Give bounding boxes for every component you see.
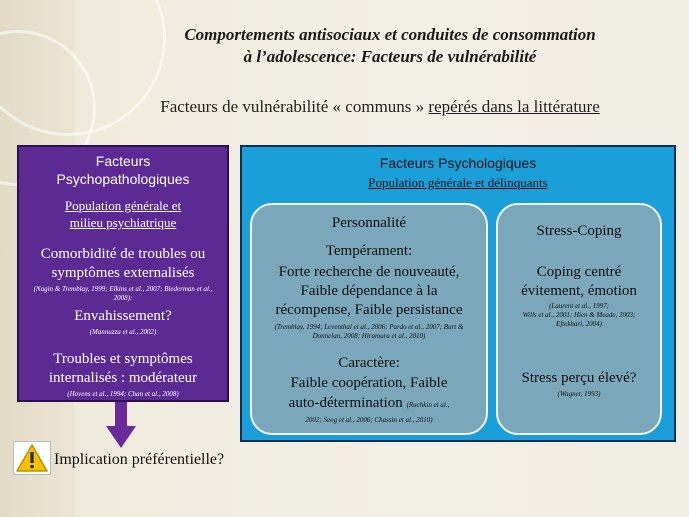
citation-line: Wills et al., 2001; Hien & Meade, 2003; — [522, 311, 636, 319]
slide-subtitle — [110, 97, 650, 117]
citation: (Wagner, 1993) — [557, 390, 601, 398]
citation: (Hovens et al., 1994; Chan et al., 2008) — [67, 390, 179, 398]
citation-line: Donnelan, 2008; Hiramura et al., 2010) — [312, 332, 426, 340]
item-line: Troubles et symptômes — [53, 351, 193, 367]
citation: (Ruchkin et al., — [406, 401, 450, 409]
text-line: récompense, Faible persistance — [275, 302, 463, 318]
implication-text: Implication préférentielle? — [54, 451, 225, 468]
panel-heading: Stress-Coping — [536, 223, 622, 239]
citation — [498, 302, 660, 329]
citation-line: 2008): — [113, 294, 133, 302]
box-title — [19, 152, 227, 188]
title-line: à l’adolescence: Facteurs de vulnérabilité — [243, 47, 537, 66]
box-title-line: Facteurs — [95, 153, 151, 169]
box-subtitle: Population générale et délinquants — [368, 175, 548, 190]
temperament-heading: Tempérament: — [325, 243, 413, 259]
subtitle-text: Facteurs de vulnérabilité « communs » — [160, 97, 429, 116]
subtitle-underlined: repérés dans la littérature — [428, 97, 600, 116]
text-line: auto-détermination — [288, 395, 403, 411]
box-title-line: Psychopathologiques — [56, 171, 190, 187]
citation — [19, 285, 227, 303]
item-line: internalisés : modérateur — [48, 370, 198, 386]
temperament-text — [252, 263, 486, 320]
character-heading: Caractère: — [338, 355, 400, 371]
personality-panel — [250, 203, 488, 435]
citation-line: (Nagin & Tremblay, 1999; Elkins et al., 2007; Biederman et al., — [33, 285, 213, 293]
stress-coping-panel — [496, 203, 662, 435]
citation — [252, 323, 486, 341]
text-line: Faible dépendance à la — [300, 283, 438, 299]
slide-title — [120, 24, 660, 68]
warning-icon — [13, 441, 51, 475]
title-line: Comportements antisociaux et conduites de consommation — [184, 25, 596, 44]
box-subtitle-line: milieu psychiatrique — [69, 215, 177, 230]
down-arrow-icon — [106, 402, 136, 448]
coping-text — [498, 263, 660, 301]
citation-line: Eftekhari, 2004) — [556, 320, 602, 328]
perceived-stress: Stress perçu élevé? — [521, 370, 637, 386]
item-externalized — [19, 245, 227, 283]
item-internalized — [19, 350, 227, 388]
character-text — [252, 395, 486, 412]
box-title: Facteurs Psychologiques — [379, 155, 537, 171]
panel-heading: Personnalité — [331, 215, 407, 231]
psychopathology-box — [17, 145, 229, 402]
citation: (Mannuzza et al., 2002) — [89, 328, 157, 336]
character-text: Faible coopération, Faible — [290, 375, 448, 391]
citation-line: (Laurent et al., 1997; — [549, 302, 609, 310]
citation: 2002; Seog et al., 2006; Chassin et al., 2010) — [305, 416, 433, 424]
citation-line: (Tremblay, 1994; Leventhal et al., 2006; Pardo et al., 2007; Burt & — [274, 323, 464, 331]
item-line: Comorbidité de troubles ou — [40, 246, 206, 262]
item-invasion: Envahissement? — [74, 308, 172, 324]
text-line: Coping centré — [536, 264, 622, 280]
text-line: évitement, émotion — [521, 283, 637, 299]
item-line: symptômes externalisés — [51, 265, 195, 281]
box-subtitle-line: Population générale et — [64, 198, 182, 213]
text-line: Forte recherche de nouveauté, — [278, 264, 460, 280]
box-subtitle — [19, 197, 227, 231]
psychological-box — [240, 145, 676, 442]
